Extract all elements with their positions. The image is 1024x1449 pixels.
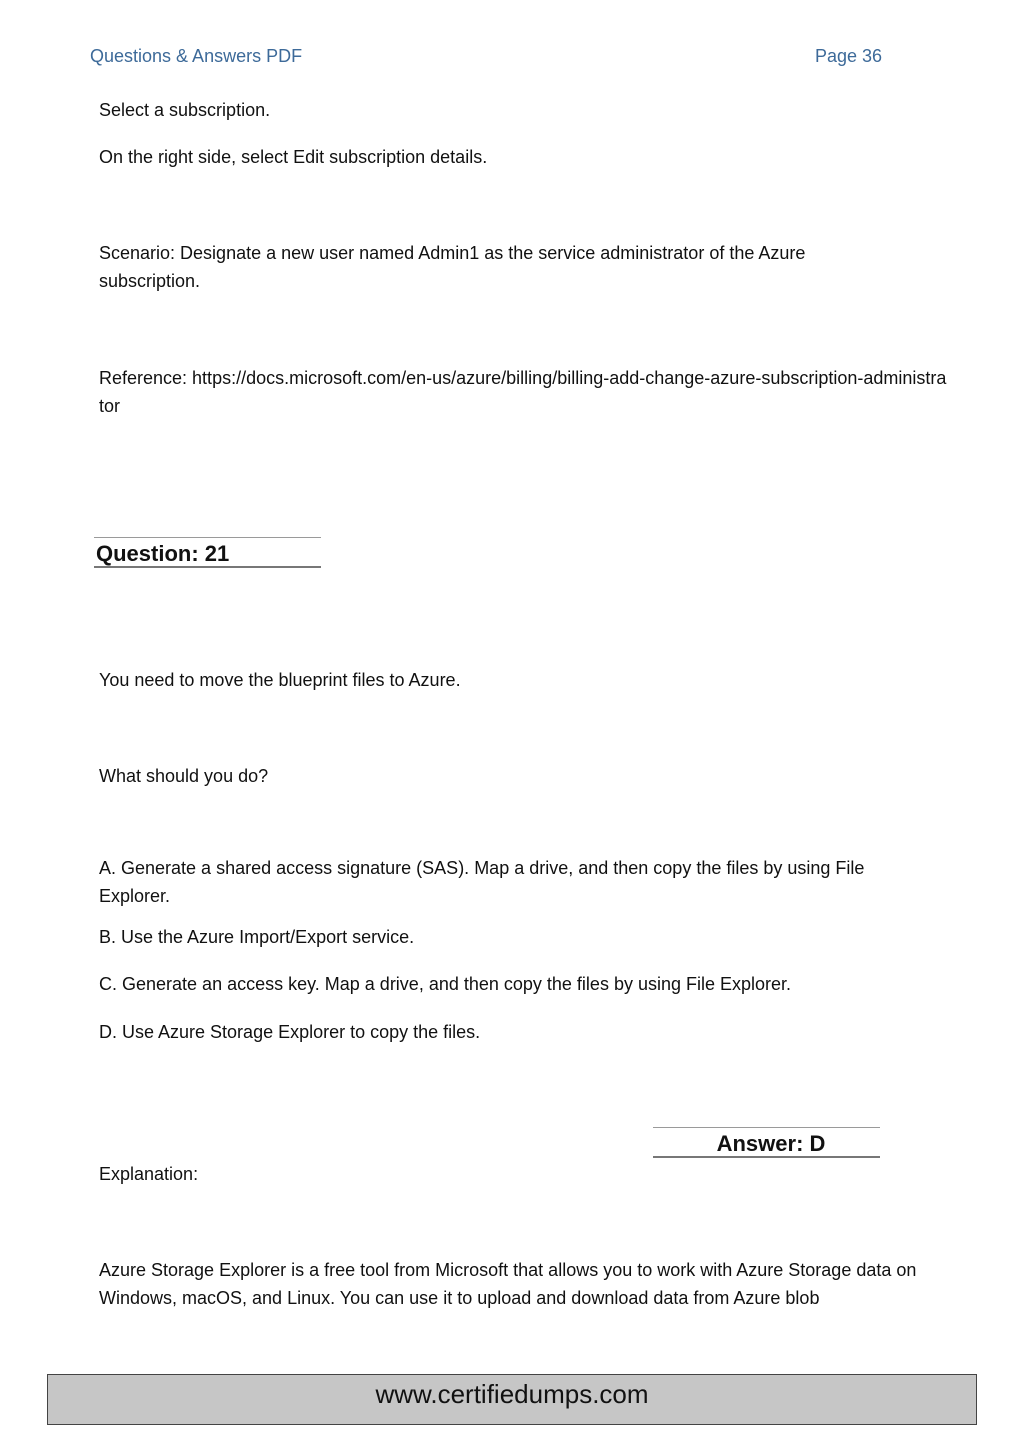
question-prompt: You need to move the blueprint files to Azure. bbox=[99, 670, 461, 690]
step-select-subscription: Select a subscription. bbox=[99, 100, 271, 120]
question-rule-bottom bbox=[94, 566, 321, 568]
footer-url[interactable]: www.certifiedumps.com bbox=[375, 1379, 649, 1409]
explanation-label: Explanation: bbox=[99, 1164, 199, 1184]
explanation-text: Azure Storage Explorer is a free tool from Microsoft that allows you to work with Azure Storage data on Windows, macOS, and Linux. You can use it to upload and download data from Azure blob bbox=[99, 1260, 917, 1308]
option-d: D. Use Azure Storage Explorer to copy the files. bbox=[99, 1022, 481, 1042]
answer-label: Answer: D bbox=[716, 1131, 826, 1156]
page-number: Page 36 bbox=[815, 46, 883, 66]
header-title: Questions & Answers PDF bbox=[90, 46, 303, 66]
reference-text: Reference: https://docs.microsoft.com/en-us/azure/billing/billing-add-change-azure-subscription-administrator bbox=[99, 368, 947, 416]
footer-banner bbox=[47, 1374, 977, 1425]
option-c: C. Generate an access key. Map a drive, and then copy the files by using File Explorer. bbox=[99, 974, 792, 994]
step-edit-subscription: On the right side, select Edit subscription details. bbox=[99, 147, 488, 167]
question-rule-top bbox=[94, 537, 321, 538]
scenario-text: Scenario: Designate a new user named Admin1 as the service administrator of the Azure subscription. bbox=[99, 243, 806, 291]
answer-rule-bottom bbox=[653, 1156, 880, 1158]
question-title: Question: 21 bbox=[96, 541, 230, 566]
option-b: B. Use the Azure Import/Export service. bbox=[99, 927, 415, 947]
option-a: A. Generate a shared access signature (SAS). Map a drive, and then copy the files by using File Explorer. bbox=[99, 858, 865, 906]
question-ask: What should you do? bbox=[99, 766, 269, 786]
answer-rule-top bbox=[653, 1127, 880, 1128]
